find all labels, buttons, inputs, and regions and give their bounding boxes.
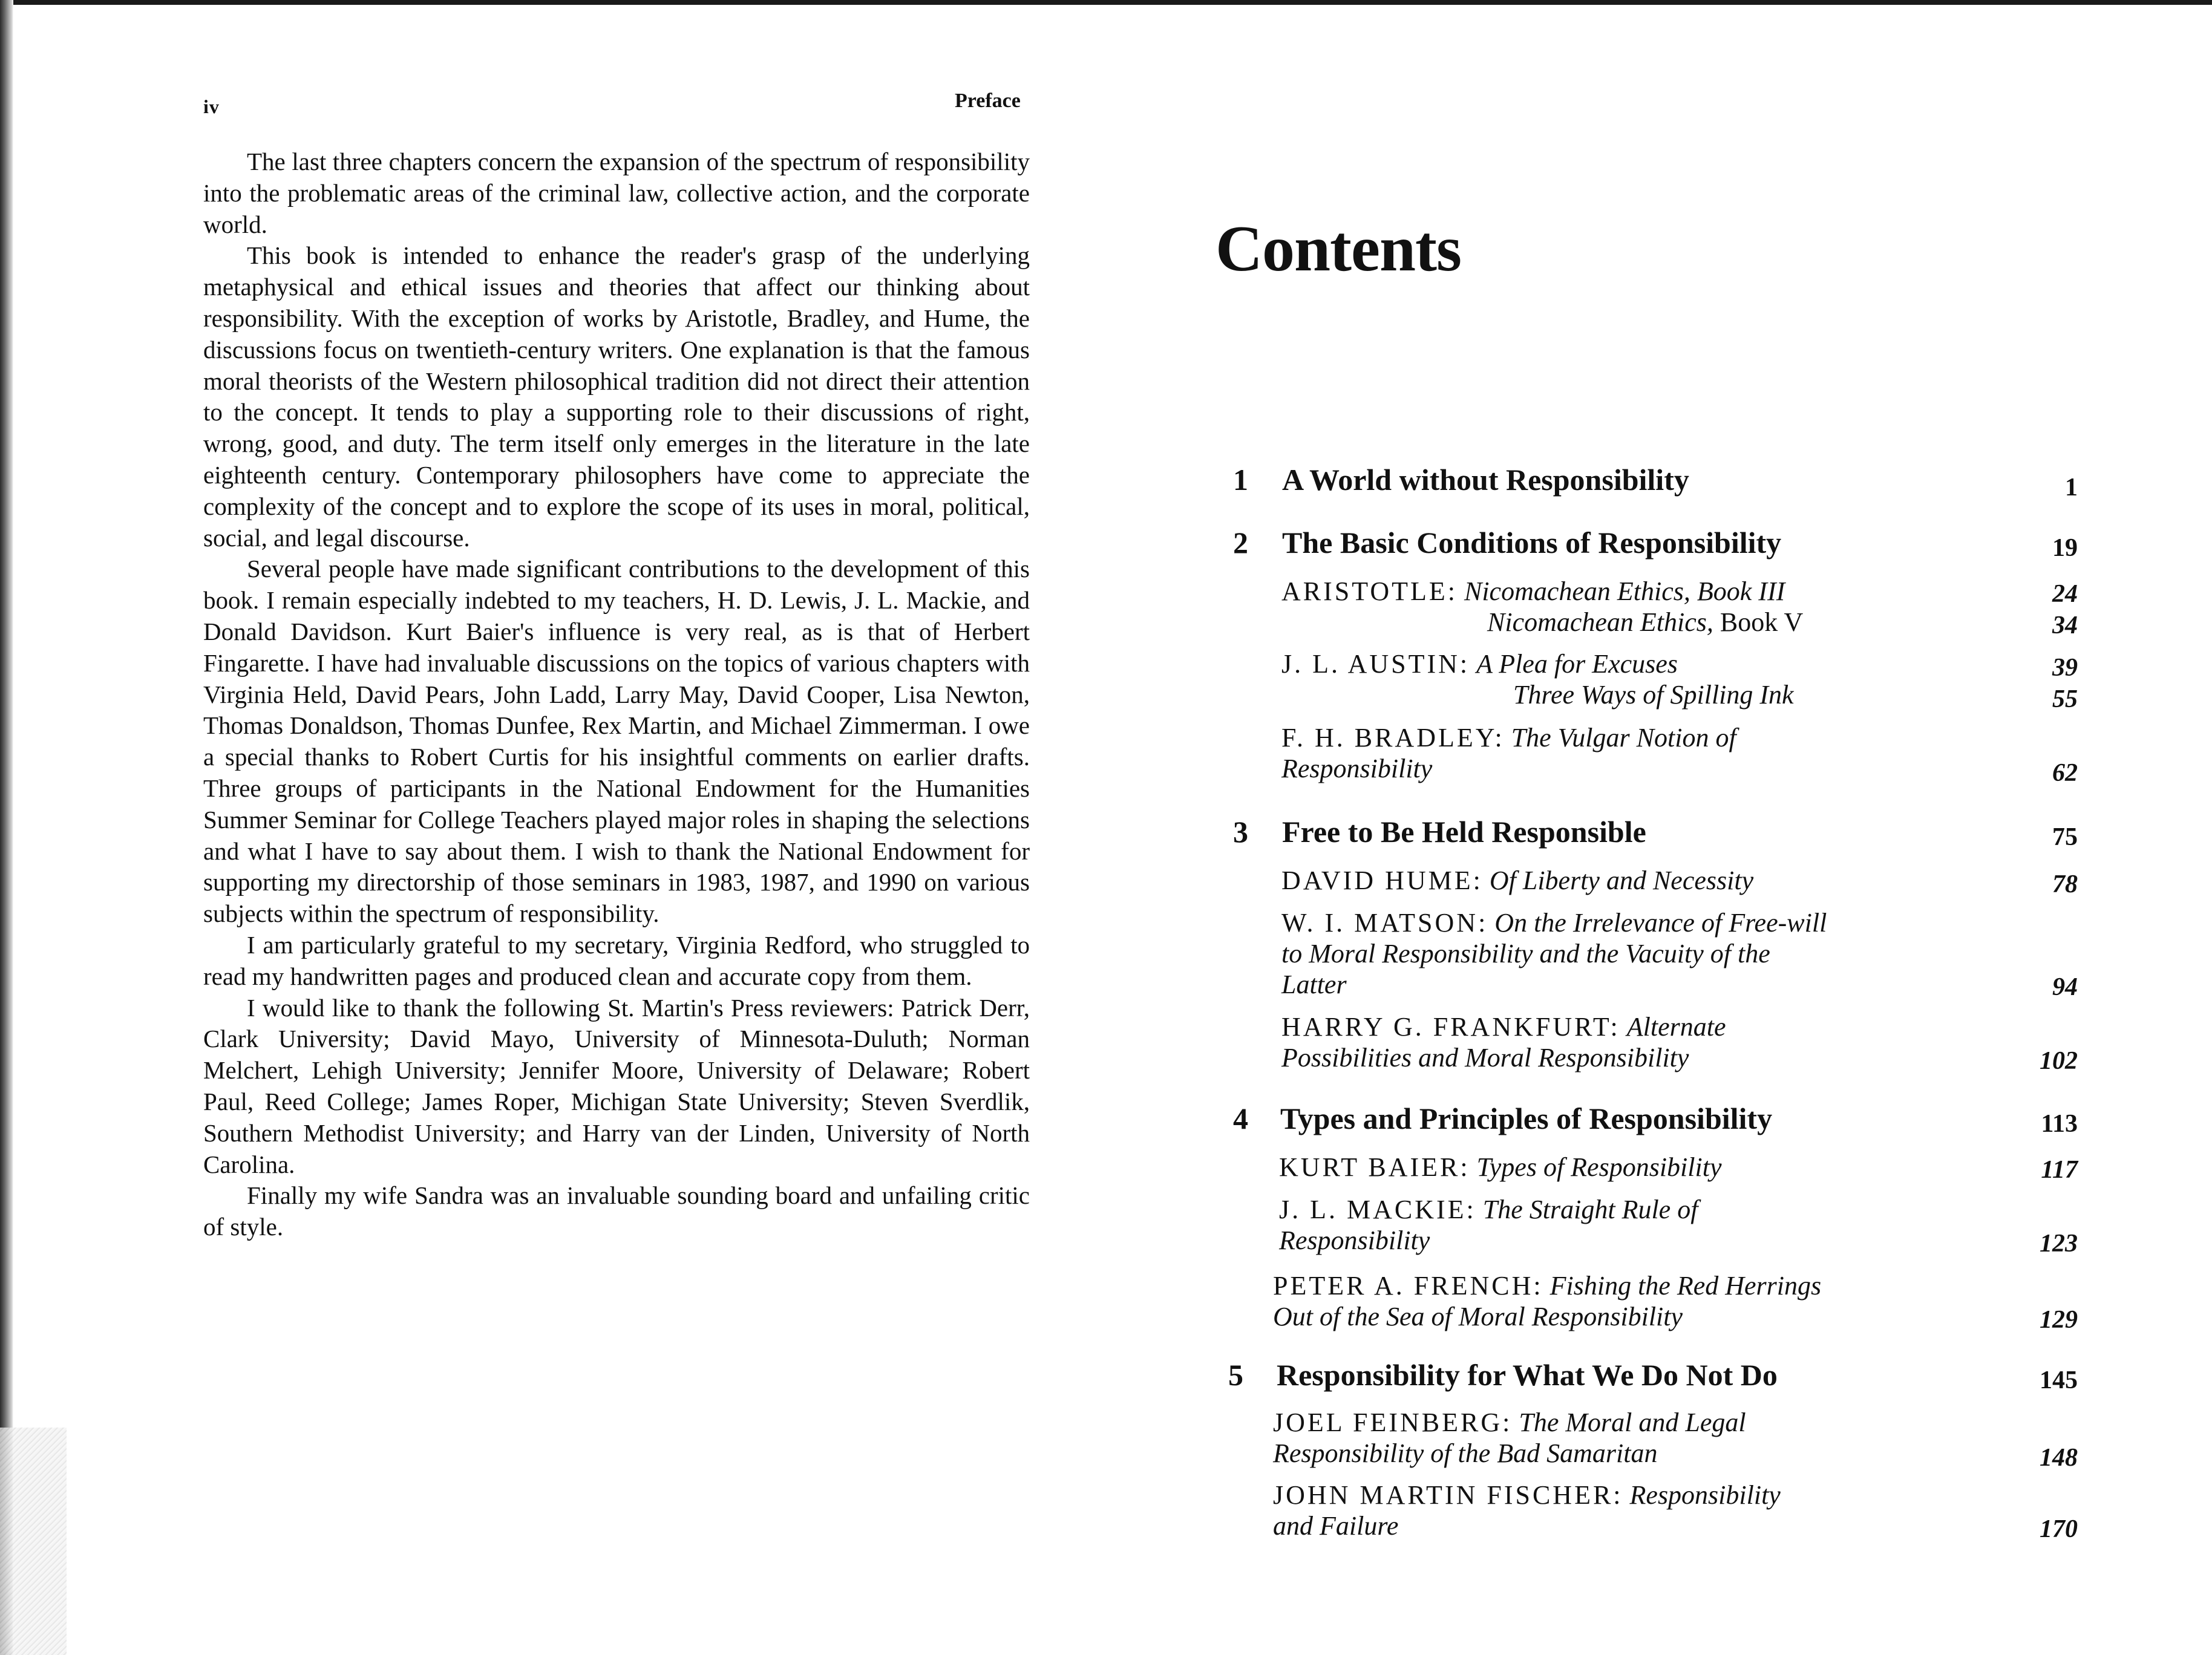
entry-page: 123 (2040, 1230, 2078, 1258)
toc-entry (1273, 1407, 1939, 1469)
entry-author: JOEL FEINBERG: (1273, 1408, 1513, 1437)
entry-work: Responsibility (1629, 1480, 1781, 1510)
entry-work-line: and Failure (1273, 1511, 1399, 1541)
toc-entry (1281, 722, 1947, 784)
preface-paragraph: Several people have made significant contributions to the development of this book. I remain especially indebted to my teachers, H. D. Lewis, J. L. Mackie, and Donald Davidson. Kurt Baier's influence is very real, as is that of Herbert Fingarette. I have had invaluable discussions on the topics of various chapters with Virginia Held, David Pears, John Ladd, Larry May, David Cooper, Lisa Newton, Thomas Donaldson, Thomas Dunfee, Rex Martin, and Michael Zimmerman. I owe a special thanks to Robert Curtis for his insightful comments on earlier drafts. Three groups of participants in the National Endowment for the Humanities Summer Seminar for College Teachers played major roles in shaping the selections and what I have to say about them. I wish to thank the National Endowment for supporting my directorship of those seminars in 1983, 1987, and 1990 on various subjects within the spectrum of responsibility. (203, 555, 1030, 928)
toc-entry (1273, 1270, 1939, 1332)
entry-page: 94 (2052, 973, 2078, 1001)
entry-page: 55 (2052, 685, 2078, 713)
chapter-page: 113 (2041, 1110, 2078, 1138)
entry-work: The Vulgar Notion of (1511, 723, 1736, 752)
entry-work-suffix: Book V (1720, 607, 1804, 637)
entry-work: Three Ways of Spilling Ink (1513, 680, 1794, 710)
preface-paragraph: This book is intended to enhance the reader's grasp of the underlying metaphysical and ethical issues and theories that affect our thinking about responsibility. With the exception of works by Aristotle, Bradley, and Hume, the discussions focus on twentieth-century writers. One explanation is that the famous moral theorists of the Western philosophical tradition did not direct their attention to the concept. It tends to play a supporting role to their discussions of right, wrong, good, and duty. The term itself only emerges in the literature in the late eighteenth century. Contemporary philosophers have come to appreciate the complexity of the concept and to explore the scope of its uses in moral, political, social, and legal discourse. (203, 241, 1030, 552)
entry-page: 39 (2052, 654, 2078, 682)
chapter-number: 1 (1233, 463, 1248, 497)
entry-page: 102 (2040, 1047, 2078, 1075)
entry-work-line: Responsibility (1281, 754, 1433, 783)
entry-work: On the Irrelevance of Free-will (1494, 908, 1827, 938)
chapter-page: 1 (2065, 474, 2078, 501)
entry-author: J. L. AUSTIN: (1281, 649, 1470, 679)
chapter-number: 3 (1233, 815, 1248, 849)
toc-entry (1513, 679, 2179, 710)
chapter-number: 2 (1233, 526, 1248, 560)
preface-paragraph: Finally my wife Sandra was an invaluable sounding board and unfailing critic of style. (203, 1181, 1030, 1241)
toc-entry (1281, 1011, 1947, 1073)
entry-author: KURT BAIER: (1279, 1152, 1470, 1182)
entry-work: Fishing the Red Herrings (1549, 1271, 1822, 1301)
entry-work: The Straight Rule of (1482, 1195, 1698, 1224)
toc-entry (1281, 907, 1947, 1000)
chapter-number: 5 (1228, 1358, 1243, 1392)
running-head: Preface (955, 90, 1021, 112)
chapter-title: Free to Be Held Responsible (1282, 815, 1646, 849)
entry-work: Nicomachean Ethics, (1487, 607, 1713, 637)
entry-work: Alternate (1626, 1012, 1726, 1042)
entry-work-line: Responsibility (1279, 1226, 1430, 1255)
entry-page: 62 (2052, 759, 2078, 787)
chapter-title: A World without Responsibility (1282, 463, 1689, 497)
page-folio: iv (203, 96, 220, 117)
preface-paragraph: I am particularly grateful to my secretary, Virginia Redford, who struggled to read my handwritten pages and produced clean and accurate copy from them. (203, 930, 1030, 990)
entry-page: 170 (2040, 1515, 2078, 1543)
entry-author: DAVID HUME: (1281, 866, 1483, 895)
entry-work-line: Responsibility of the Bad Samaritan (1273, 1438, 1658, 1468)
entry-page: 117 (2041, 1156, 2078, 1184)
toc-entry (1279, 1152, 1945, 1183)
contents-title: Contents (1216, 213, 1462, 285)
contents-page (1106, 0, 2212, 1655)
entry-page: 148 (2040, 1444, 2078, 1472)
chapter-number: 4 (1233, 1102, 1248, 1135)
toc-entry (1281, 648, 1947, 679)
preface-body (203, 146, 1030, 1243)
entry-work: Types of Responsibility (1476, 1152, 1722, 1182)
entry-author: J. L. MACKIE: (1279, 1195, 1476, 1224)
entry-page: 129 (2040, 1306, 2078, 1334)
preface-paragraph: I would like to thank the following St. Martin's Press reviewers: Patrick Derr, Clark University; David Mayo, University of Minnesota-Duluth; Norman Melchert, Lehigh University; Jennifer Moore, University of Delaware; Robert Paul, Reed College; James Roper, Michigan State University; Steven Sverdlik, Southern Methodist University; and Harry van der Linden, University of North Carolina. (203, 993, 1030, 1178)
chapter-page: 145 (2040, 1366, 2078, 1394)
preface-paragraph: The last three chapters concern the expansion of the spectrum of responsibility into the problematic areas of the criminal law, collective action, and the corporate world. (203, 148, 1030, 238)
entry-page: 78 (2052, 870, 2078, 898)
entry-work-line: Possibilities and Moral Responsibility (1281, 1043, 1689, 1072)
entry-author: HARRY G. FRANKFURT: (1281, 1012, 1620, 1042)
entry-work: Nicomachean Ethics, Book III (1464, 576, 1785, 606)
entry-page: 24 (2052, 580, 2078, 608)
toc-entry (1273, 1480, 1939, 1541)
entry-page: 34 (2052, 612, 2078, 639)
chapter-title: Types and Principles of Responsibility (1280, 1102, 1773, 1135)
toc-entry (1281, 865, 1947, 896)
entry-work-line: Out of the Sea of Moral Responsibility (1273, 1302, 1683, 1331)
toc-entry (1279, 1194, 1945, 1256)
chapter-page: 75 (2052, 823, 2078, 851)
entry-author: JOHN MARTIN FISCHER: (1273, 1480, 1623, 1510)
chapter-page: 19 (2052, 534, 2078, 562)
entry-author: F. H. BRADLEY: (1281, 723, 1505, 752)
entry-work: A Plea for Excuses (1476, 649, 1678, 679)
entry-work: The Moral and Legal (1519, 1408, 1746, 1437)
entry-work: Of Liberty and Necessity (1489, 866, 1754, 895)
chapter-title: Responsibility for What We Do Not Do (1277, 1358, 1778, 1392)
entry-author: ARISTOTLE: (1281, 576, 1458, 606)
chapter-title: The Basic Conditions of Responsibility (1282, 526, 1782, 560)
entry-author: PETER A. FRENCH: (1273, 1271, 1543, 1301)
entry-work-line: Latter (1281, 970, 1347, 999)
toc-entry (1281, 576, 1947, 607)
entry-work-line: to Moral Responsibility and the Vacuity of the (1281, 939, 1770, 968)
entry-author: W. I. MATSON: (1281, 908, 1488, 938)
